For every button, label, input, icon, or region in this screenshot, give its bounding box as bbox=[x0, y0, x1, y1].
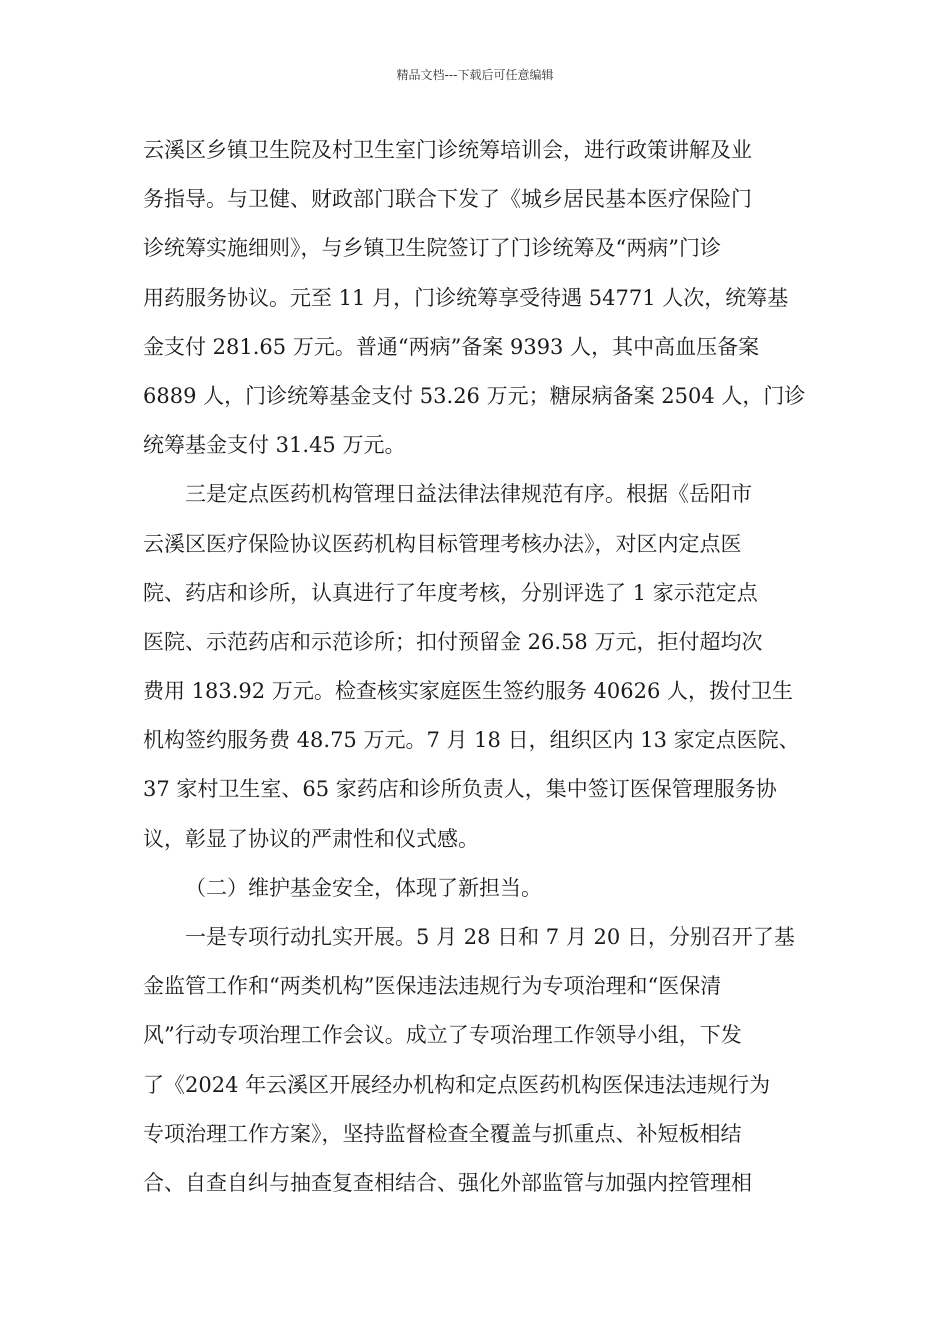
text-line: 云溪区医疗保险协议医药机构目标管理考核办法》，对区内定点医 bbox=[143, 531, 742, 556]
text-line: 机构签约服务费 48.75 万元。7 月 18 日，组织区内 13 家定点医院、 bbox=[143, 728, 800, 753]
text-line: 专项治理工作方案》，坚持监督检查全覆盖与抓重点、补短板相结 bbox=[143, 1121, 742, 1146]
text-line: 院、药店和诊所，认真进行了年度考核，分别评选了 1 家示范定点 bbox=[143, 580, 758, 605]
text-line: （二）维护基金安全，体现了新担当。 bbox=[185, 875, 542, 900]
text-line: 用药服务协议。元至 11 月，门诊统筹享受待遇 54771 人次，统筹基 bbox=[143, 285, 789, 310]
text-line: 金支付 281.65 万元。普通“两病”备案 9393 人，其中高血压备案 bbox=[143, 334, 760, 359]
text-line: 三是定点医药机构管理日益法律法律规范有序。根据《岳阳市 bbox=[185, 482, 752, 507]
page-header: 精品文档---下载后可任意编辑 bbox=[396, 68, 554, 82]
text-line: 议，彰显了协议的严肃性和仪式感。 bbox=[143, 826, 479, 851]
text-line: 6889 人，门诊统筹基金支付 53.26 万元；糖尿病备案 2504 人，门诊 bbox=[143, 383, 806, 408]
text-line: 诊统筹实施细则》，与乡镇卫生院签订了门诊统筹及“两病”门诊 bbox=[143, 236, 721, 261]
document-body bbox=[143, 126, 807, 1208]
text-line: 金监管工作和“两类机构”医保违法违规行为专项治理和“医保清 bbox=[143, 974, 722, 999]
text-line: 风”行动专项治理工作会议。成立了专项治理工作领导小组，下发 bbox=[143, 1023, 742, 1048]
text-line: 云溪区乡镇卫生院及村卫生室门诊统筹培训会，进行政策讲解及业 bbox=[143, 138, 752, 162]
text-line: 37 家村卫生室、65 家药店和诊所负责人，集中签订医保管理服务协 bbox=[143, 777, 777, 802]
text-line: 一是专项行动扎实开展。5 月 28 日和 7 月 20 日，分别召开了基 bbox=[185, 925, 795, 949]
text-line: 了《2024 年云溪区开展经办机构和定点医药机构医保违法违规行为 bbox=[143, 1072, 771, 1097]
text-line: 务指导。与卫健、财政部门联合下发了《城乡居民基本医疗保险门 bbox=[143, 187, 752, 212]
text-line: 合、自查自纠与抽查复查相结合、强化外部监管与加强内控管理相 bbox=[143, 1170, 752, 1195]
text-line: 医院、示范药店和示范诊所；扣付预留金 26.58 万元，拒付超均次 bbox=[143, 629, 763, 654]
text-line: 费用 183.92 万元。检查核实家庭医生签约服务 40626 人，拨付卫生 bbox=[143, 679, 793, 704]
text-line: 统筹基金支付 31.45 万元。 bbox=[143, 433, 406, 458]
